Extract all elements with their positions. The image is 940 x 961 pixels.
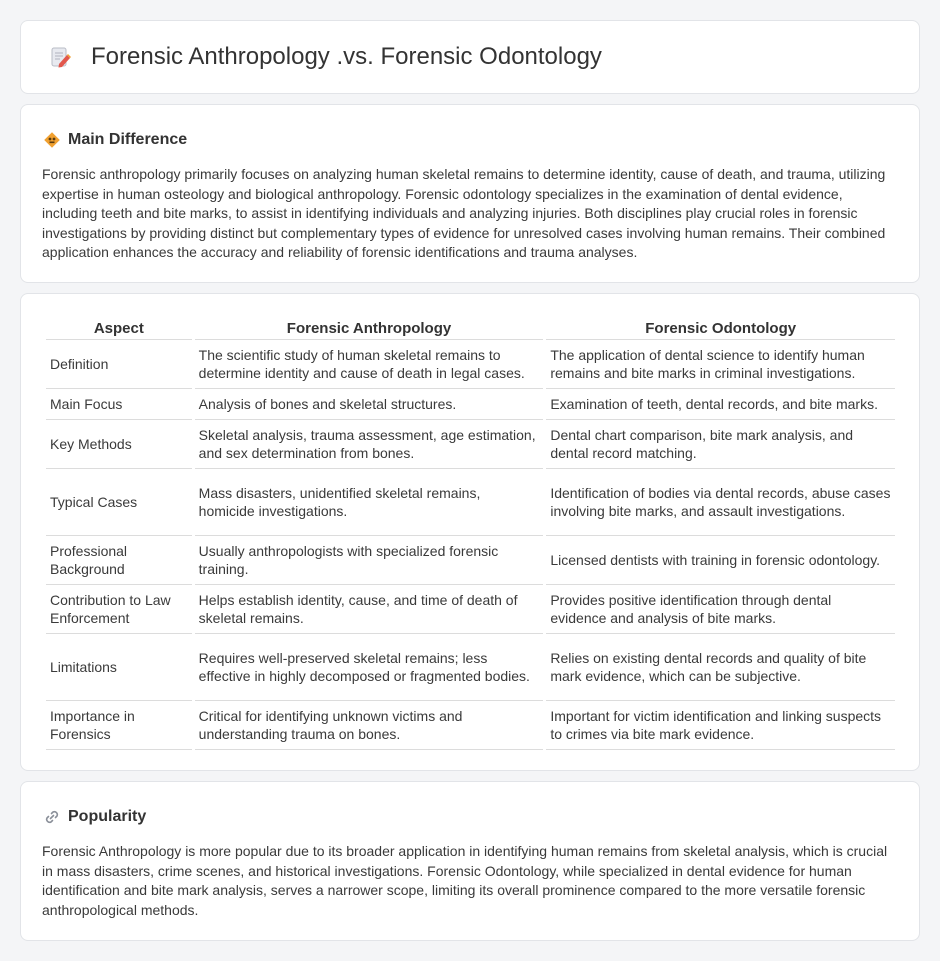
aspect-cell: Definition xyxy=(46,340,192,389)
aspect-cell: Key Methods xyxy=(46,420,192,469)
odontology-cell: Dental chart comparison, bite mark analysis, and dental record matching. xyxy=(546,420,895,469)
anthropology-cell: Helps establish identity, cause, and time of death of skeletal remains. xyxy=(195,585,544,634)
aspect-cell: Contribution to Law Enforcement xyxy=(46,585,192,634)
table-row xyxy=(46,340,895,389)
link-icon xyxy=(43,808,61,826)
anthropology-cell: Skeletal analysis, trauma assessment, age estimation, and sex determination from bones. xyxy=(195,420,544,469)
aspect-cell: Main Focus xyxy=(46,389,192,420)
odontology-cell: Identification of bodies via dental records, abuse cases involving bite marks, and assault investigations. xyxy=(546,469,895,536)
table-header-row xyxy=(46,318,895,340)
table-row xyxy=(46,701,895,750)
popularity-heading: Popularity xyxy=(68,807,147,825)
anthropology-cell: Mass disasters, unidentified skeletal remains, homicide investigations. xyxy=(195,469,544,536)
aspect-cell: Limitations xyxy=(46,634,192,701)
table-row xyxy=(46,634,895,701)
anthropology-cell: Critical for identifying unknown victims and understanding trauma on bones. xyxy=(195,701,544,750)
header-anthropology: Forensic Anthropology xyxy=(195,318,544,340)
title-card xyxy=(20,20,920,94)
odontology-cell: Licensed dentists with training in forensic odontology. xyxy=(546,536,895,585)
anthropology-cell: Requires well-preserved skeletal remains; less effective in highly decomposed or fragmented bodies. xyxy=(195,634,544,701)
main-difference-heading: Main Difference xyxy=(68,130,188,148)
odontology-cell: Important for victim identification and linking suspects to crimes via bite mark evidence. xyxy=(546,701,895,750)
comparison-table xyxy=(43,318,898,750)
table-row xyxy=(46,469,895,536)
document-pencil-icon xyxy=(47,44,73,70)
popularity-card xyxy=(20,781,920,941)
odontology-cell: The application of dental science to identify human remains and bite marks in criminal investigations. xyxy=(546,340,895,389)
anthropology-cell: Analysis of bones and skeletal structures. xyxy=(195,389,544,420)
header-odontology: Forensic Odontology xyxy=(546,318,895,340)
odontology-cell: Provides positive identification through dental evidence and analysis of bite marks. xyxy=(546,585,895,634)
table-row xyxy=(46,585,895,634)
aspect-cell: Typical Cases xyxy=(46,469,192,536)
header-aspect: Aspect xyxy=(46,318,192,340)
table-row xyxy=(46,389,895,420)
odontology-cell: Examination of teeth, dental records, and bite marks. xyxy=(546,389,895,420)
table-row xyxy=(46,536,895,585)
table-row xyxy=(46,420,895,469)
main-difference-text: Forensic anthropology primarily focuses on analyzing human skeletal remains to determine identity, cause of death, and trauma, utilizing expertise in human osteology and biological anthropology. Forensic odontology specializes in the examination of dental evidence, including teeth and bite marks, to assist in identifying individuals and analyzing injuries. Both disciplines play crucial roles in forensic investigations by providing distinct but complementary types of evidence for unresolved cases involving human remains. Their combined application enhances the accuracy and reliability of forensic identifications and trauma analyses. xyxy=(42,166,886,261)
comparison-card xyxy=(20,293,920,771)
odontology-cell: Relies on existing dental records and quality of bite mark evidence, which can be subjective. xyxy=(546,634,895,701)
anthropology-cell: Usually anthropologists with specialized forensic training. xyxy=(195,536,544,585)
popularity-text: Forensic Anthropology is more popular due to its broader application in identifying human remains from skeletal analysis, which is crucial in mass disasters, crime scenes, and historical investigations. Forensic Odontology, while specialized in dental evidence for human identification and bite mark analysis, serves a narrower scope, limiting its overall prominence compared to the more versatile forensic anthropological methods. xyxy=(42,843,888,918)
anthropology-cell: The scientific study of human skeletal remains to determine identity and cause of death in legal cases. xyxy=(195,340,544,389)
aspect-cell: Importance in Forensics xyxy=(46,701,192,750)
main-difference-card xyxy=(20,104,920,283)
aspect-cell: Professional Background xyxy=(46,536,192,585)
diamond-signpost-icon xyxy=(43,131,61,149)
page-title: Forensic Anthropology .vs. Forensic Odontology xyxy=(91,43,602,70)
